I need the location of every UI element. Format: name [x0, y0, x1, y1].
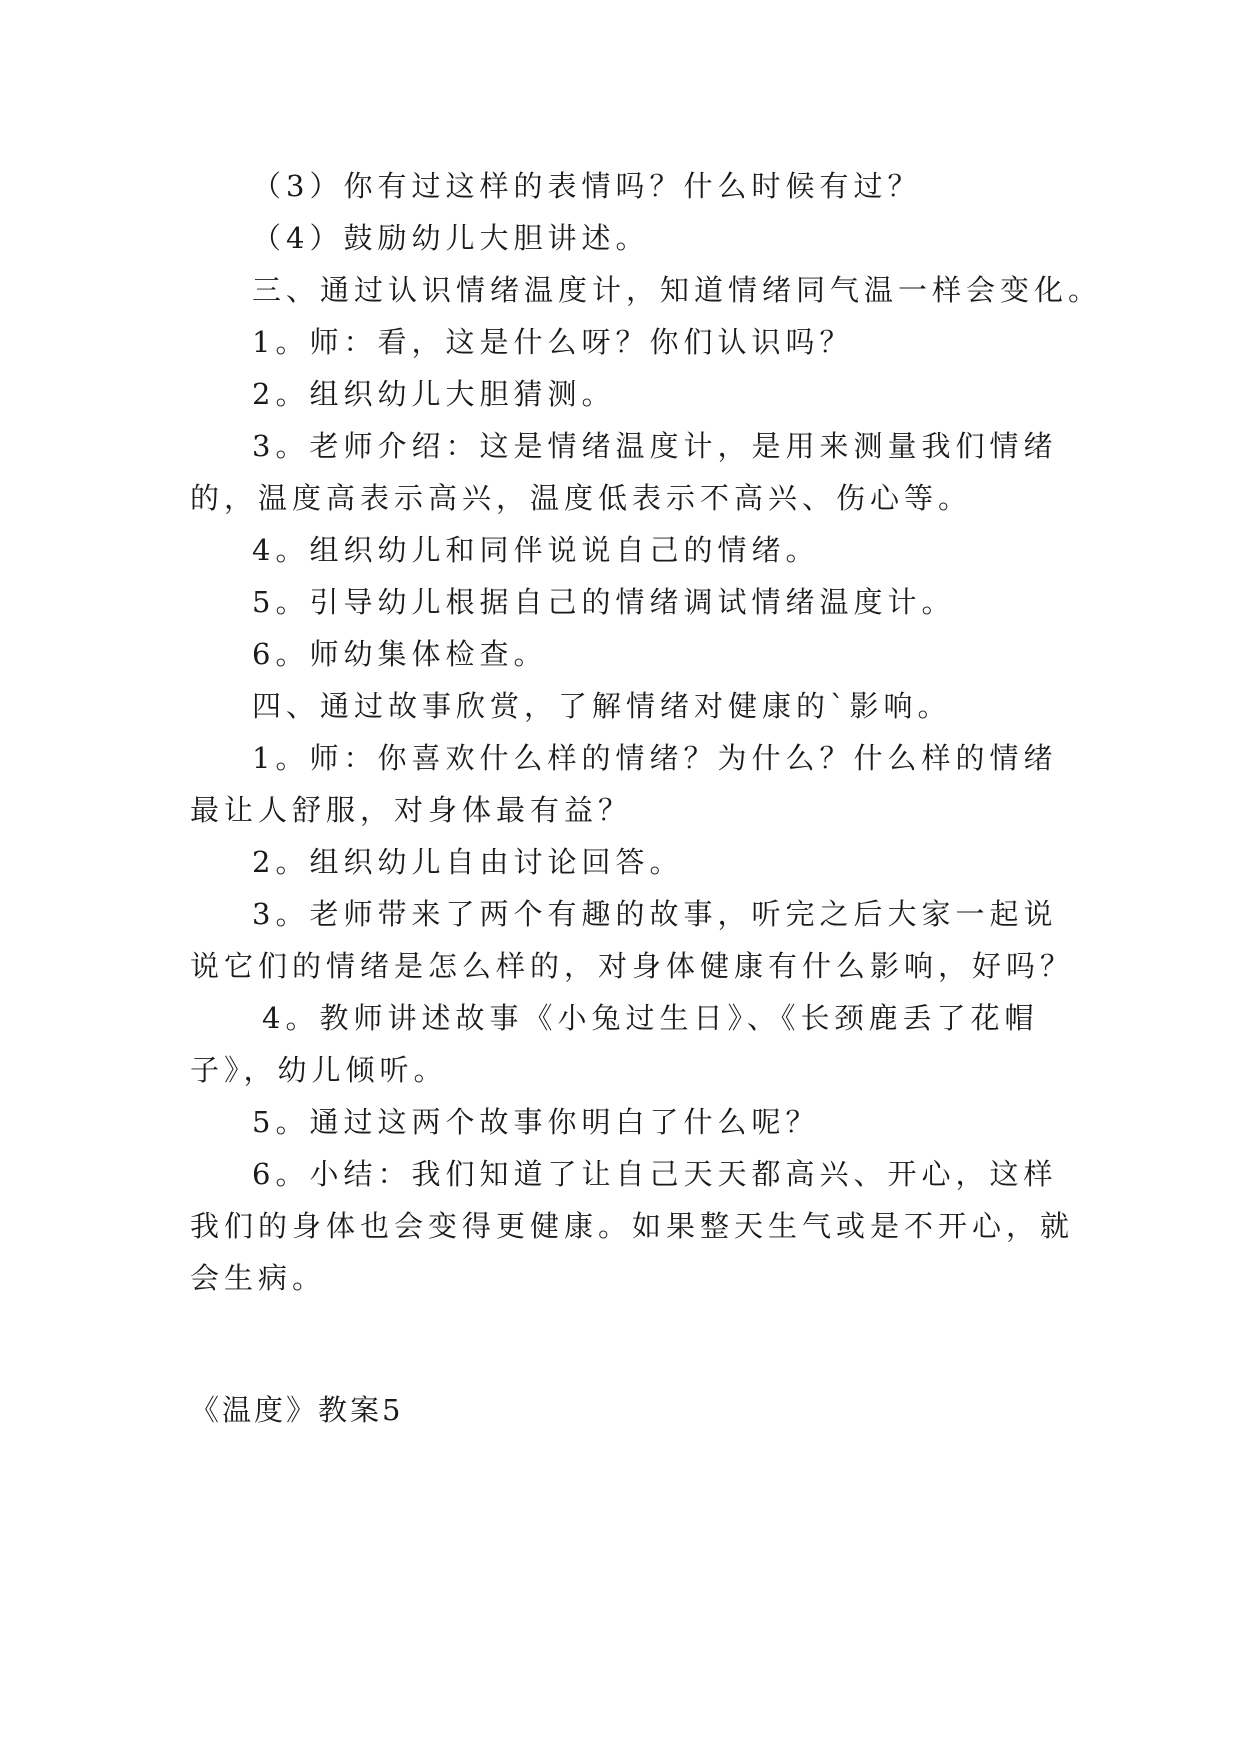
paragraph-line: 我们的身体也会变得更健康。如果整天生气或是不开心，就: [190, 1209, 1075, 1243]
section-heading-four: 四、通过故事欣赏，了解情绪对健康的`影响。: [252, 689, 952, 723]
paragraph-line: （4）鼓励幼儿大胆讲述。: [252, 221, 650, 255]
paragraph-line: 子》，幼儿倾听。: [190, 1053, 448, 1087]
paragraph-line: 2。组织幼儿自由讨论回答。: [252, 845, 684, 879]
paragraph-line: 1。师：你喜欢什么样的情绪？为什么？什么样的情绪: [252, 741, 1058, 775]
paragraph-line: 2。组织幼儿大胆猜测。: [252, 377, 616, 411]
paragraph-line: 的，温度高表示高兴，温度低表示不高兴、伤心等。: [190, 481, 973, 515]
paragraph-line: 5。通过这两个故事你明白了什么呢？: [252, 1105, 820, 1139]
section-title: 《温度》教案5: [190, 1393, 404, 1427]
paragraph-line: 3。老师带来了两个有趣的故事，听完之后大家一起说: [252, 897, 1058, 931]
paragraph-line: 3。老师介绍：这是情绪温度计，是用来测量我们情绪: [252, 429, 1058, 463]
paragraph-line: 说它们的情绪是怎么样的，对身体健康有什么影响，好吗？: [190, 949, 1075, 983]
paragraph-line: 5。引导幼儿根据自己的情绪调试情绪温度计。: [252, 585, 956, 619]
paragraph-line: 1。师：看，这是什么呀？你们认识吗？: [252, 325, 854, 359]
paragraph-line: 6。小结：我们知道了让自己天天都高兴、开心，这样: [252, 1157, 1058, 1191]
paragraph-line: （3）你有过这样的表情吗？什么时候有过？: [252, 169, 922, 203]
paragraph-line: 最让人舒服，对身体最有益？: [190, 793, 633, 827]
paragraph-line: 6。师幼集体检查。: [252, 637, 548, 671]
paragraph-line: 会生病。: [190, 1261, 327, 1295]
paragraph-line: 4。组织幼儿和同伴说说自己的情绪。: [252, 533, 820, 567]
section-heading-three: 三、通过认识情绪温度计，知道情绪同气温一样会变化。: [252, 273, 1103, 307]
paragraph-line: 4。教师讲述故事《小兔过生日》、《长颈鹿丢了花帽: [262, 1001, 1039, 1035]
